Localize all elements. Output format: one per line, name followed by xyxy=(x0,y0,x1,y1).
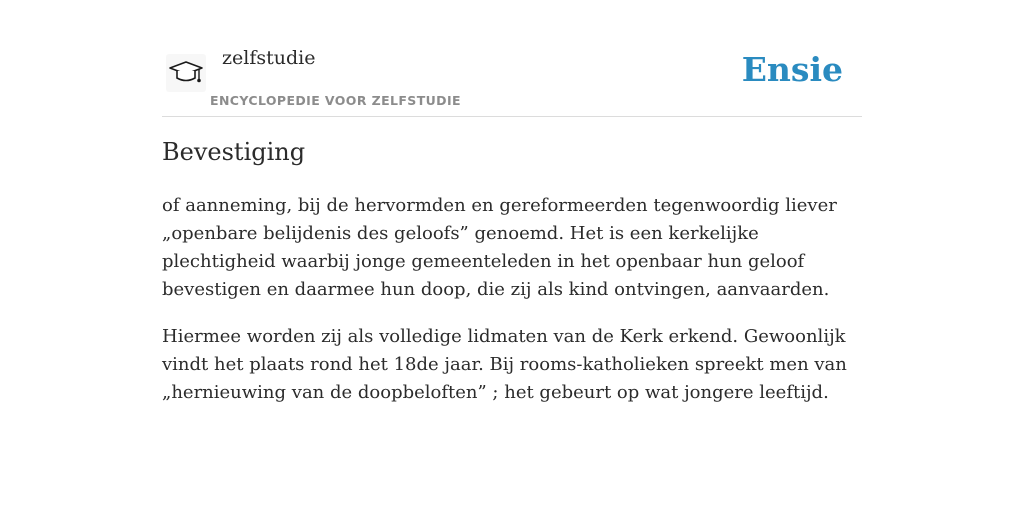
source-name[interactable]: zelfstudie xyxy=(222,47,316,69)
source-subtitle: ENCYCLOPEDIE VOOR ZELFSTUDIE xyxy=(210,93,461,108)
source-logo[interactable] xyxy=(166,54,206,92)
article-body xyxy=(162,192,862,426)
article-title: Bevestiging xyxy=(162,138,306,166)
article-paragraph: of aanneming, bij de hervormden en gereformeerden tegenwoordig liever „openbare belijdenis des geloofs” genoemd. Het is een kerkelijke plechtigheid waarbij jonge gemeenteleden in het openbaar hun geloof bevestigen en daarmee hun doop, die zij als kind ontvingen, aanvaarden. xyxy=(162,195,837,300)
brand-logo[interactable]: Ensie xyxy=(741,50,843,89)
site-header xyxy=(162,40,862,117)
graduation-cap-icon xyxy=(168,58,204,88)
article-paragraph: Hiermee worden zij als volledige lidmaten van de Kerk erkend. Gewoonlijk vindt het plaats rond het 18de jaar. Bij rooms-katholieken spreekt men van „hernieuwing van de doopbeloften” ; het gebeurt op wat jongere leeftijd. xyxy=(162,326,847,403)
